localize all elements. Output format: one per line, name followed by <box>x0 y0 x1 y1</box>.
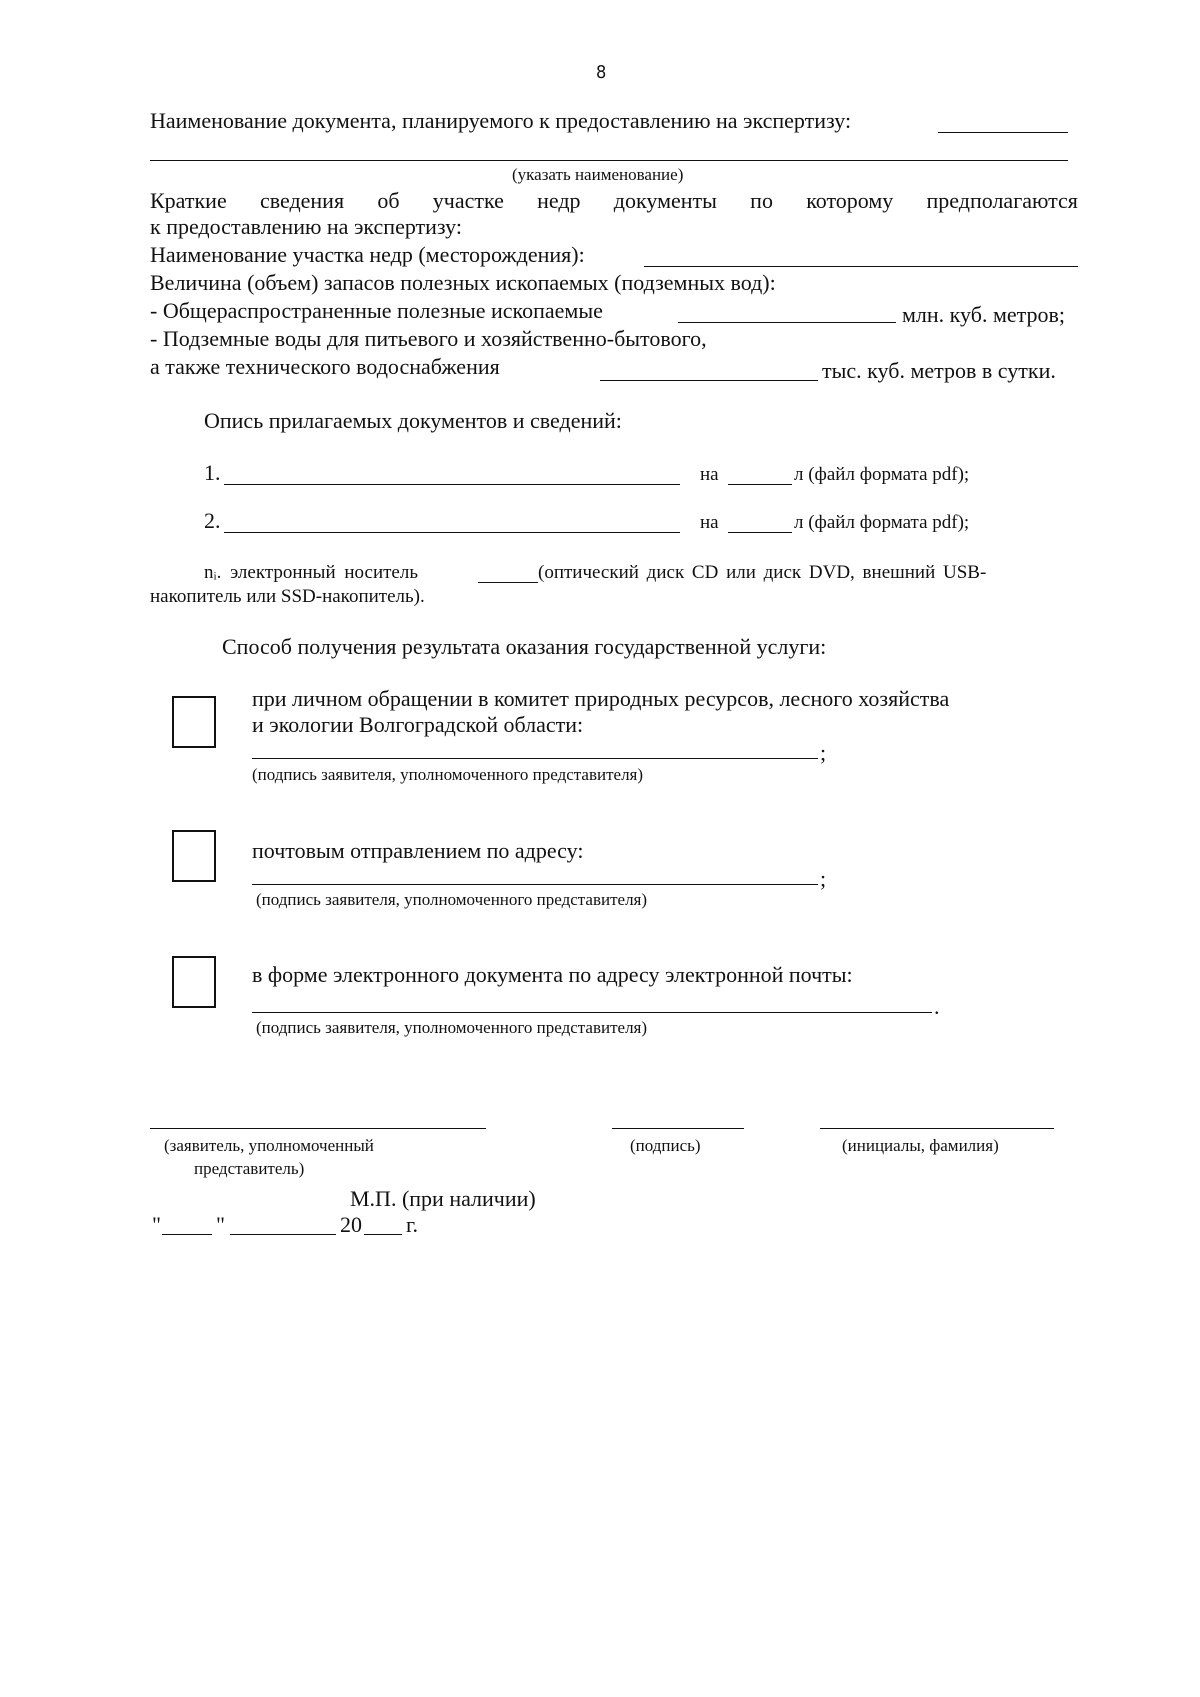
common-minerals-field[interactable] <box>678 322 896 323</box>
delivery-option-line1: при личном обращении в комитет природных ресурсов, лесного хозяйства <box>252 686 950 711</box>
date-year-suffix: г. <box>406 1212 419 1237</box>
initials-field[interactable] <box>820 1128 1054 1129</box>
brief-info-line1 <box>150 188 1078 214</box>
brief-word: недр <box>537 188 581 213</box>
delivery-option-in-person-signature-field[interactable] <box>252 758 818 759</box>
brief-word: документы <box>613 188 717 213</box>
applicant-caption-line2: представитель) <box>194 1159 305 1178</box>
media-line2: накопитель или SSD-накопитель). <box>150 586 425 607</box>
inventory-item-suffix: л (файл формата pdf); <box>794 512 970 533</box>
brief-word: по <box>750 188 773 213</box>
delivery-option-caption: (подпись заявителя, уполномоченного представителя) <box>252 765 644 784</box>
applicant-field[interactable] <box>150 1128 486 1129</box>
media-suffix: (оптический диск CD или диск DVD, внешний USB- <box>538 562 987 583</box>
brief-word: об <box>377 188 400 213</box>
reserves-label: Величина (объем) запасов полезных ископаемых (подземных вод): <box>150 270 776 295</box>
groundwater-label-2: а также технического водоснабжения <box>150 354 500 379</box>
inventory-item-suffix: л (файл формата pdf); <box>794 464 970 485</box>
site-name-label: Наименование участка недр (месторождения): <box>150 242 585 267</box>
groundwater-unit: тыс. куб. метров в сутки. <box>822 358 1056 383</box>
date-quote-close: " <box>216 1212 225 1237</box>
common-minerals-label: - Общераспространенные полезные ископаемые <box>150 298 603 323</box>
delivery-option-in-person-checkbox[interactable] <box>172 696 216 748</box>
inventory-item-on: на <box>700 464 719 485</box>
inventory-item-num: 1. <box>204 460 221 485</box>
delivery-option-mail-checkbox[interactable] <box>172 830 216 882</box>
delivery-option-caption: (подпись заявителя, уполномоченного представителя) <box>256 890 648 909</box>
signature-field[interactable] <box>612 1128 744 1129</box>
date-quote-open: " <box>152 1212 161 1237</box>
signature-caption: (подпись) <box>630 1136 701 1155</box>
inventory-title: Опись прилагаемых документов и сведений: <box>204 408 622 433</box>
media-prefix: nᵢ. электронный носитель <box>204 562 418 583</box>
inventory-item-2-pages-field[interactable] <box>728 532 792 533</box>
delivery-option-line1: почтовым отправлением по адресу: <box>252 838 584 863</box>
delivery-option-end: ; <box>820 740 827 765</box>
document-name-label: Наименование документа, планируемого к предоставлению на экспертизу: <box>150 108 852 133</box>
groundwater-label-1: - Подземные воды для питьевого и хозяйственно-бытового, <box>150 326 707 351</box>
site-name-field[interactable] <box>644 266 1078 267</box>
applicant-caption-line1: (заявитель, уполномоченный <box>164 1136 374 1155</box>
inventory-item-num: 2. <box>204 508 221 533</box>
inventory-item-2-name-field[interactable] <box>224 532 680 533</box>
brief-word: которому <box>806 188 894 213</box>
date-year-field[interactable] <box>364 1234 402 1235</box>
inventory-item-on: на <box>700 512 719 533</box>
document-name-field[interactable] <box>938 132 1068 133</box>
date-day-field[interactable] <box>162 1234 212 1235</box>
delivery-option-end: ; <box>820 866 827 891</box>
groundwater-field[interactable] <box>600 380 818 381</box>
initials-caption: (инициалы, фамилия) <box>842 1136 999 1155</box>
inventory-item-1-pages-field[interactable] <box>728 484 792 485</box>
date-month-field[interactable] <box>230 1234 336 1235</box>
delivery-option-mail-address-field[interactable] <box>252 884 818 885</box>
inventory-item-1-name-field[interactable] <box>224 484 680 485</box>
delivery-option-line1: в форме электронного документа по адресу электронной почты: <box>252 962 853 987</box>
delivery-option-caption: (подпись заявителя, уполномоченного представителя) <box>256 1018 648 1037</box>
delivery-title: Способ получения результата оказания государственной услуги: <box>222 634 827 659</box>
common-minerals-unit: млн. куб. метров; <box>902 302 1066 327</box>
document-name-field-line2[interactable] <box>150 160 1068 161</box>
document-name-hint: (указать наименование) <box>512 165 684 184</box>
date-year-prefix: 20 <box>340 1212 362 1237</box>
brief-info-line2: к предоставлению на экспертизу: <box>150 214 462 239</box>
brief-word: предполагаются <box>926 188 1078 213</box>
delivery-option-email-field[interactable] <box>252 1012 932 1013</box>
delivery-option-line2: и экологии Волгоградской области: <box>252 712 584 737</box>
page-number: 8 <box>596 62 607 83</box>
stamp-note: М.П. (при наличии) <box>350 1186 536 1211</box>
delivery-option-email-checkbox[interactable] <box>172 956 216 1008</box>
brief-word: Краткие <box>150 188 227 213</box>
media-count-field[interactable] <box>478 582 538 583</box>
delivery-option-end: . <box>934 994 940 1019</box>
brief-word: участке <box>432 188 504 213</box>
brief-word: сведения <box>259 188 345 213</box>
